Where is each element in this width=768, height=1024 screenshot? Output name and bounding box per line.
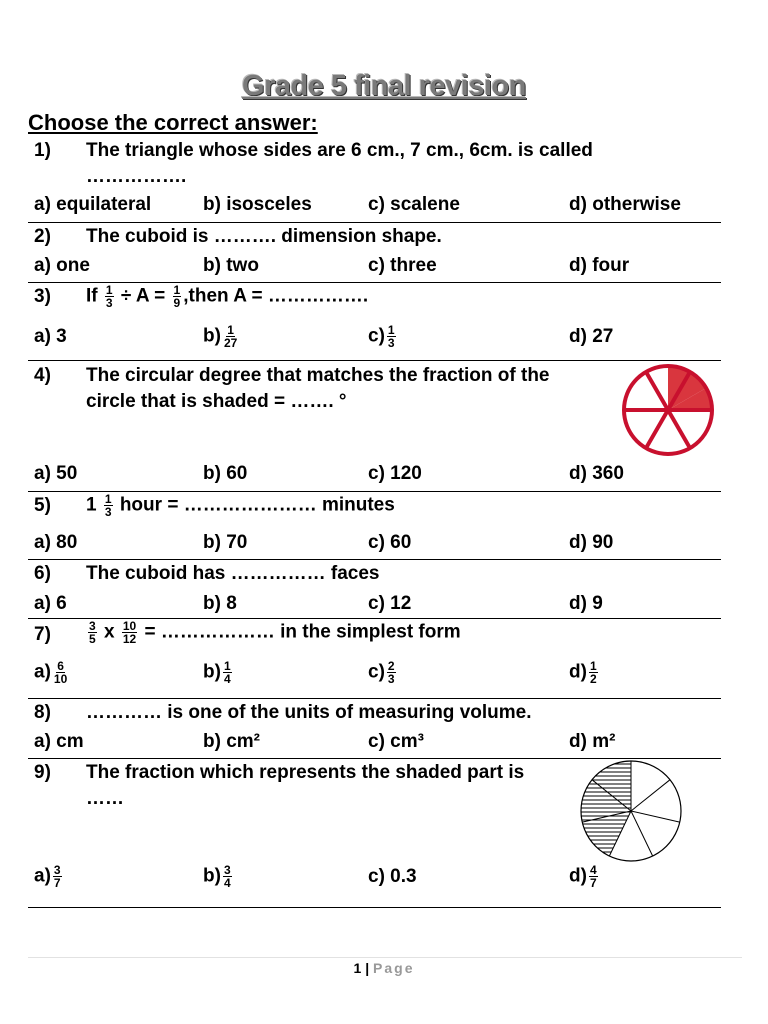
denominator: 2 — [589, 672, 597, 686]
fraction — [105, 284, 114, 309]
denominator: 4 — [223, 876, 231, 890]
denominator: 5 — [89, 632, 96, 646]
numerator: 3 — [53, 863, 61, 877]
numerator: 3 — [89, 619, 96, 633]
option-d: d) 360 — [569, 463, 624, 484]
denominator: 10 — [53, 672, 68, 686]
option-a: a) 6 — [34, 593, 67, 614]
instructions-heading: Choose the correct answer: — [28, 110, 318, 135]
page-number: 1 — [353, 960, 362, 976]
question-2 — [28, 225, 721, 283]
option-d: d) m² — [569, 731, 616, 752]
option-b: b) 8 — [203, 593, 237, 614]
denominator: 27 — [223, 336, 238, 350]
question-text: The cuboid has …………… faces — [86, 563, 380, 584]
fraction — [122, 620, 137, 645]
fraction — [53, 864, 62, 889]
question-text — [86, 284, 368, 309]
option-a: a) $\frac{6}{10}$ — [34, 659, 68, 686]
text-then: ,then A = ……………. — [183, 285, 369, 307]
denominator: 3 — [104, 505, 112, 519]
denominator: 12 — [122, 632, 137, 646]
question-5 — [28, 493, 721, 560]
option-c: c) $\frac{2}{3}$ — [368, 659, 395, 686]
option-d: d) 90 — [569, 532, 614, 553]
text-if: If — [86, 285, 98, 307]
fraction — [387, 660, 396, 685]
numerator: 2 — [387, 659, 395, 673]
question-text: The triangle whose sides are 6 cm., 7 cm., 6cm. is called — [86, 140, 593, 161]
option-b: b) 60 — [203, 463, 248, 484]
option-b: b) $\frac{1}{27}$ — [203, 323, 238, 350]
option-a: a) 80 — [34, 532, 78, 553]
option-a: a) 50 — [34, 463, 78, 484]
fraction — [589, 660, 598, 685]
question-number: 5) — [34, 495, 51, 516]
option-b: b) two — [203, 255, 259, 276]
question-number: 1) — [34, 140, 51, 161]
whole-number: 1 — [86, 494, 97, 516]
question-text-line2: circle that is shaded = ……. ° — [86, 391, 347, 412]
question-text: The fraction which represents the shaded part is — [86, 762, 525, 783]
option-b: b) 70 — [203, 532, 248, 553]
numerator: 10 — [122, 619, 137, 633]
numerator: 1 — [173, 283, 181, 297]
question-number: 7) — [34, 624, 51, 645]
question-number: 9) — [34, 762, 51, 783]
option-c: c) three — [368, 255, 437, 276]
option-d: d) 27 — [569, 326, 614, 347]
page-title: Grade 5 final revision — [242, 70, 526, 102]
option-c: c) 60 — [368, 532, 412, 553]
fraction — [53, 660, 68, 685]
option-a: a) $\frac{3}{7}$ — [34, 863, 61, 890]
question-6 — [28, 561, 721, 619]
denominator: 9 — [173, 296, 181, 310]
question-text: ………… is one of the units of measuring volume. — [86, 702, 532, 723]
option-d: d) 9 — [569, 593, 603, 614]
option-c: c) 12 — [368, 593, 412, 614]
question-number: 3) — [34, 286, 51, 307]
denominator: 4 — [223, 672, 231, 686]
hatched-circle-diagram — [578, 758, 684, 864]
question-1 — [28, 140, 721, 223]
option-d: d) $\frac{1}{2}$ — [569, 659, 597, 686]
fraction — [387, 324, 396, 349]
numerator: 1 — [104, 492, 112, 506]
option-c: c) 120 — [368, 463, 422, 484]
fraction — [223, 324, 238, 349]
text-hour: hour = ………………… minutes — [119, 494, 395, 516]
page-footer — [0, 960, 768, 976]
question-number: 4) — [34, 365, 51, 386]
numerator: 6 — [57, 659, 64, 673]
footer-divider — [28, 957, 742, 958]
fraction — [104, 493, 113, 518]
option-b: b) isosceles — [203, 194, 312, 215]
option-a: a) 3 — [34, 326, 67, 347]
numerator: 1 — [223, 659, 231, 673]
question-number: 8) — [34, 702, 51, 723]
option-b: b) $\frac{1}{4}$ — [203, 659, 231, 686]
option-b: b) $\frac{3}{4}$ — [203, 863, 231, 890]
numerator: 3 — [223, 863, 231, 877]
option-c: c) $\frac{1}{3}$ — [368, 323, 395, 350]
question-8 — [28, 700, 721, 759]
option-c: c) scalene — [368, 194, 460, 215]
fraction — [589, 864, 598, 889]
numerator: 1 — [105, 283, 113, 297]
option-d: d) $\frac{4}{7}$ — [569, 863, 597, 890]
question-text-line2: …… — [86, 788, 124, 809]
option-d: d) otherwise — [569, 194, 681, 215]
option-a: a) one — [34, 255, 90, 276]
option-d: d) four — [569, 255, 630, 276]
footer-separator: | — [365, 960, 370, 976]
text-divide: ÷ A = — [120, 285, 166, 307]
numerator: 1 — [387, 323, 395, 337]
denominator: 7 — [589, 876, 597, 890]
question-number: 2) — [34, 226, 51, 247]
page-label: Page — [373, 960, 415, 976]
denominator: 3 — [387, 336, 395, 350]
fraction — [223, 660, 232, 685]
option-a: a) equilateral — [34, 194, 152, 215]
question-7 — [28, 620, 721, 699]
text-times: x — [103, 621, 115, 643]
question-text — [86, 493, 395, 518]
question-text: The cuboid is ………. dimension shape. — [86, 226, 442, 247]
denominator: 7 — [53, 876, 61, 890]
option-c: c) 0.3 — [368, 866, 417, 887]
text-simplest: = ……………… in the simplest form — [144, 621, 461, 643]
fraction — [88, 620, 97, 645]
denominator: 3 — [105, 296, 113, 310]
question-number: 6) — [34, 563, 51, 584]
numerator: 1 — [589, 659, 597, 673]
fraction — [173, 284, 182, 309]
question-text — [86, 620, 461, 645]
question-text: The circular degree that matches the fraction of the — [86, 365, 550, 386]
numerator: 4 — [589, 863, 597, 877]
option-a: a) cm — [34, 731, 84, 752]
denominator: 3 — [387, 672, 395, 686]
option-b: b) cm² — [203, 731, 260, 752]
shaded-circle-diagram — [618, 360, 718, 460]
fraction — [223, 864, 232, 889]
numerator: 1 — [227, 323, 234, 337]
question-text-line2: ……………. — [86, 166, 187, 187]
question-3 — [28, 284, 721, 361]
option-c: c) cm³ — [368, 731, 424, 752]
